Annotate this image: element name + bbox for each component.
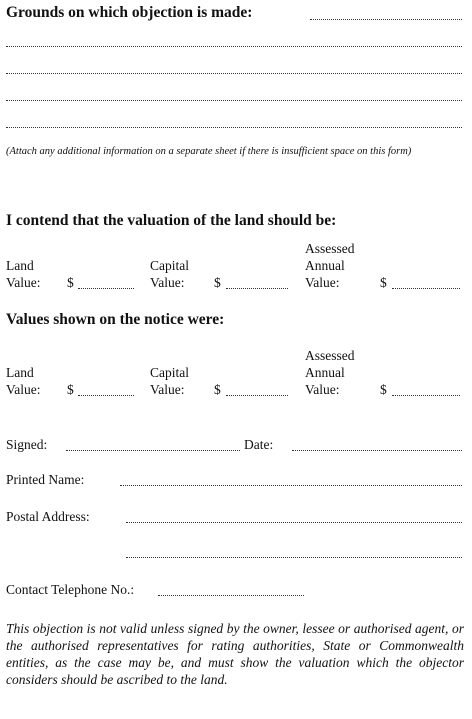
printed-name-label: Printed Name:: [6, 472, 85, 487]
notice-land-label-2: Value:: [6, 382, 41, 397]
signed-label: Signed:: [6, 437, 48, 452]
notice-land-label-1: Land: [6, 365, 34, 380]
contend-assessed-currency: $: [380, 275, 387, 290]
attach-note: (Attach any additional information on a separate sheet if there is insufficient space on this form): [6, 146, 412, 157]
contend-assessed-label-3: Value:: [305, 275, 340, 290]
notice-capital-currency: $: [214, 382, 221, 397]
contend-assessed-label-1: Assessed: [305, 241, 355, 256]
contend-heading: I contend that the valuation of the land should be:: [6, 212, 337, 229]
grounds-line-5[interactable]: [6, 127, 462, 128]
notice-capital-label-1: Capital: [150, 365, 189, 380]
notice-heading: Values shown on the notice were:: [6, 311, 225, 328]
notice-assessed-value-field[interactable]: [392, 395, 460, 396]
notice-land-value-field[interactable]: [78, 395, 134, 396]
contend-land-label-2: Value:: [6, 275, 41, 290]
notice-assessed-label-2: Annual: [305, 365, 345, 380]
contend-capital-label-2: Value:: [150, 275, 185, 290]
notice-assessed-label-3: Value:: [305, 382, 340, 397]
postal-address-label: Postal Address:: [6, 509, 90, 524]
contend-land-value-field[interactable]: [78, 288, 134, 289]
telephone-field[interactable]: [158, 595, 304, 596]
telephone-label: Contact Telephone No.:: [6, 582, 135, 597]
notice-assessed-currency: $: [380, 382, 387, 397]
contend-capital-value-field[interactable]: [226, 288, 288, 289]
grounds-line-1[interactable]: [310, 19, 462, 20]
date-label: Date:: [244, 437, 274, 452]
postal-address-field-1[interactable]: [126, 522, 462, 523]
contend-land-currency: $: [67, 275, 74, 290]
notice-land-currency: $: [67, 382, 74, 397]
contend-assessed-label-2: Annual: [305, 258, 345, 273]
contend-capital-label-1: Capital: [150, 258, 189, 273]
contend-capital-currency: $: [214, 275, 221, 290]
printed-name-field[interactable]: [120, 485, 462, 486]
validity-disclaimer: This objection is not valid unless signed by the owner, lessee or authorised agent, or the authorised representatives for rating authorities, State or Commonwealth entities, as the case may be, and must show the valuation which the objector considers should be ascribed to the land.: [6, 621, 464, 687]
notice-capital-label-2: Value:: [150, 382, 185, 397]
postal-address-field-2[interactable]: [126, 557, 462, 558]
signed-field[interactable]: [66, 450, 240, 451]
grounds-line-4[interactable]: [6, 100, 462, 101]
grounds-line-3[interactable]: [6, 73, 462, 74]
contend-assessed-value-field[interactable]: [392, 288, 460, 289]
notice-assessed-label-1: Assessed: [305, 348, 355, 363]
grounds-line-2[interactable]: [6, 46, 462, 47]
notice-capital-value-field[interactable]: [226, 395, 288, 396]
date-field[interactable]: [292, 450, 462, 451]
contend-land-label-1: Land: [6, 258, 34, 273]
grounds-heading: Grounds on which objection is made:: [6, 4, 253, 21]
